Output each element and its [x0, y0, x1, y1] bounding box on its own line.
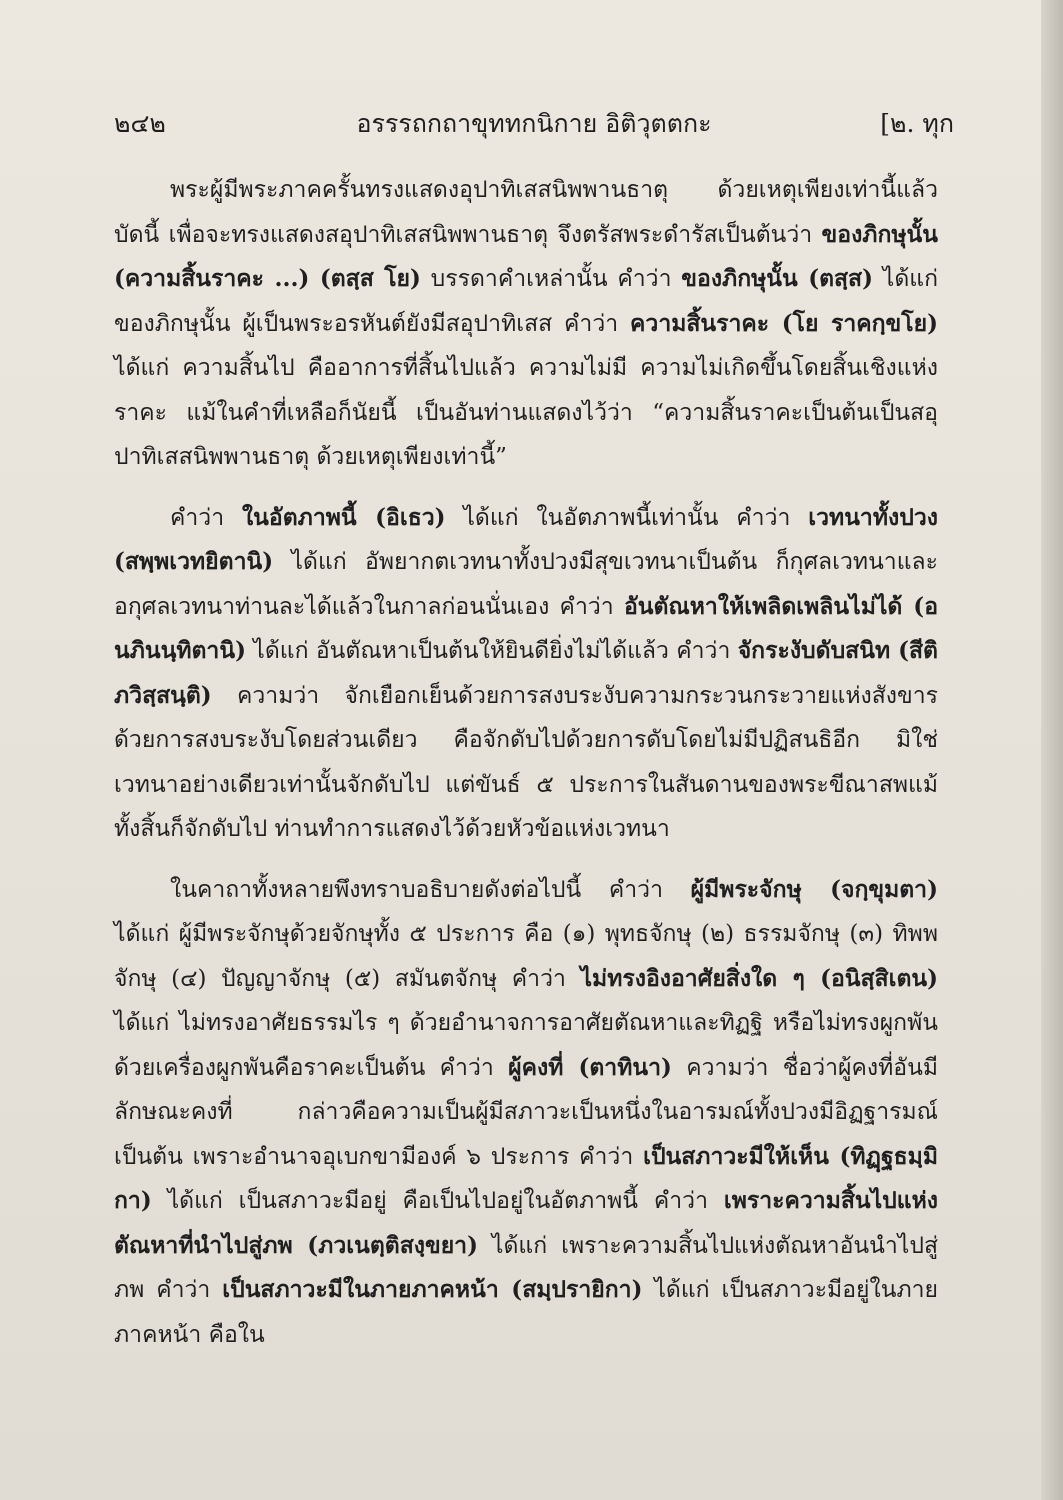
text-run: ได้แก่ เป็นสภาวะมีอยู่ คือเป็นไปอยู่ในอัตภาพนี้ คำว่า [151, 1188, 724, 1214]
section-reference: [๒. ทุก [880, 109, 954, 138]
bold-term: จักระงับดับสนิท (สีติภวิสฺสนฺติ) [114, 637, 938, 709]
bold-term: ไม่ทรงอิงอาศัยสิ่งใด ๆ (อนิสฺสิเตน) [580, 964, 938, 992]
text-run: ความว่า จักเยือกเย็นด้วยการสงบระงับความกระวนกระวายแห่งสังขาร ด้วยการสงบระงับโดยส่วนเดียว คือจักดับไปด้วยการดับโดยไม่มีปฏิสนธิอีก มิใช่เวทนาอย่างเดียวเท่านั้นจักดับไป แต่ขันธ์ ๕ ประการในสันดานของพระขีณาสพแม้ทั้งสิ้นก็จักดับไป ท่านทำการแสดงไว้ด้วยหัวข้อแห่งเวทนา [114, 682, 938, 842]
paragraph-1 [114, 168, 938, 480]
bold-term: ผู้มีพระจักษุ (จกฺขุมตา) [690, 875, 938, 903]
text-run: ได้แก่ เป็นสภาวะมีอยู่ในภายภาคหน้า คือใน [114, 1277, 939, 1348]
text-run: บรรดาคำเหล่านั้น คำว่า [420, 266, 682, 292]
text-run: ในคาถาทั้งหลายพึงทราบอธิบายดังต่อไปนี้ คำว่า [170, 876, 691, 903]
bold-term: อันตัณหาให้เพลิดเพลินไม่ได้ (อนภินนฺทิตานิ) [114, 592, 939, 664]
text-run: ได้แก่ ในอัตภาพนี้เท่านั้น คำว่า [445, 504, 809, 531]
bold-term: ในอัตภาพนี้ (อิเธว) [241, 503, 446, 531]
bold-term: เป็นสภาวะมีให้เห็น (ทิฏฺฐธมฺมิกา) [114, 1142, 938, 1214]
text-run: คำว่า [170, 504, 242, 531]
paragraph-3 [114, 868, 938, 1358]
bold-term: เพราะความสิ้นไปแห่งตัณหาที่นำไปสู่ภพ (ภวเนตฺติสงฺขยา) [114, 1187, 938, 1259]
text-run: ได้แก่ อัพยากตเวทนาทั้งปวงมีสุขเวทนาเป็นต้น ก็กุศลเวทนาและอกุศลเวทนาท่านละได้แล้วในกาลก่อนนั่นเอง คำว่า [114, 549, 938, 620]
bold-term: ของภิกษุนั้น (ตสฺส) [681, 265, 873, 292]
text-run: ได้แก่ อันตัณหาเป็นต้นให้ยินดียิ่งไม่ได้แล้ว คำว่า [245, 638, 738, 664]
paragraph-2 [114, 496, 938, 852]
text-run: ความว่า ชื่อว่าผู้คงที่อันมีลักษณะคงที่ กล่าวคือความเป็นผู้มีสภาวะเป็นหนึ่งในอารมณ์ทั้งปวงมีอิฏฐารมณ์เป็นต้น เพราะอำนาจอุเบกขามีองค์ ๖ ประการ คำว่า [114, 1054, 938, 1170]
page-edge [1041, 0, 1063, 1500]
body-text [114, 168, 938, 1367]
text-run: ได้แก่ ผู้มีพระจักษุด้วยจักษุทั้ง ๕ ประการ คือ (๑) พุทธจักษุ (๒) ธรรมจักษุ (๓) ทิพพจักษุ (๔) ปัญญาจักษุ (๕) สมันตจักษุ คำว่า [114, 921, 938, 992]
page-number: ๒๔๒ [114, 109, 166, 138]
bold-term: เป็นสภาวะมีในภายภาคหน้า (สมฺปรายิกา) [222, 1276, 643, 1303]
bold-term: ผู้คงที่ (ตาทินา) [508, 1053, 672, 1081]
text-run: ได้แก่ เพราะความสิ้นไปแห่งตัณหาอันนำไปสู่ภพ คำว่า [114, 1232, 938, 1303]
text-run: ได้แก่ ของภิกษุนั้น ผู้เป็นพระอรหันต์ยังมีสอุปาทิเสส คำว่า [114, 266, 939, 337]
running-header [114, 104, 954, 148]
text-run: ได้แก่ ความสิ้นไป คืออาการที่สิ้นไปแล้ว ความไม่มี ความไม่เกิดขึ้นโดยสิ้นเชิงแห่งราคะ แม้ในคำที่เหลือก็นัยนี้ เป็นอันท่านแสดงไว้ว่า “ความสิ้นราคะเป็นต้นเป็นสอุปาทิเสสนิพพานธาตุ ด้วยเหตุเพียงเท่านี้” [114, 355, 938, 470]
bold-term: ของภิกษุนั้น (ความสิ้นราคะ ...) (ตสฺส โย) [114, 220, 938, 292]
text-run: พระผู้มีพระภาคครั้นทรงแสดงอุปาทิเสสนิพพานธาตุ ด้วยเหตุเพียงเท่านี้แล้ว บัดนี้ เพื่อจะทรงแสดงสอุปาทิเสสนิพพานธาตุ จึงตรัสพระดำรัสเป็นต้นว่า [114, 177, 938, 248]
book-title: อรรรถกถาขุททกนิกาย อิติวุตตกะ [356, 109, 712, 138]
bold-term: เวทนาทั้งปวง (สพฺพเวทยิตานิ) [114, 503, 938, 575]
bold-term: ความสิ้นราคะ (โย ราคกฺขโย) [630, 309, 938, 337]
text-run: ได้แก่ ไม่ทรงอาศัยธรรมไร ๆ ด้วยอำนาจการอาศัยตัณหาและทิฏฐิ หรือไม่ทรงผูกพันด้วยเครื่องผูกพันคือราคะเป็นต้น คำว่า [114, 1010, 938, 1081]
